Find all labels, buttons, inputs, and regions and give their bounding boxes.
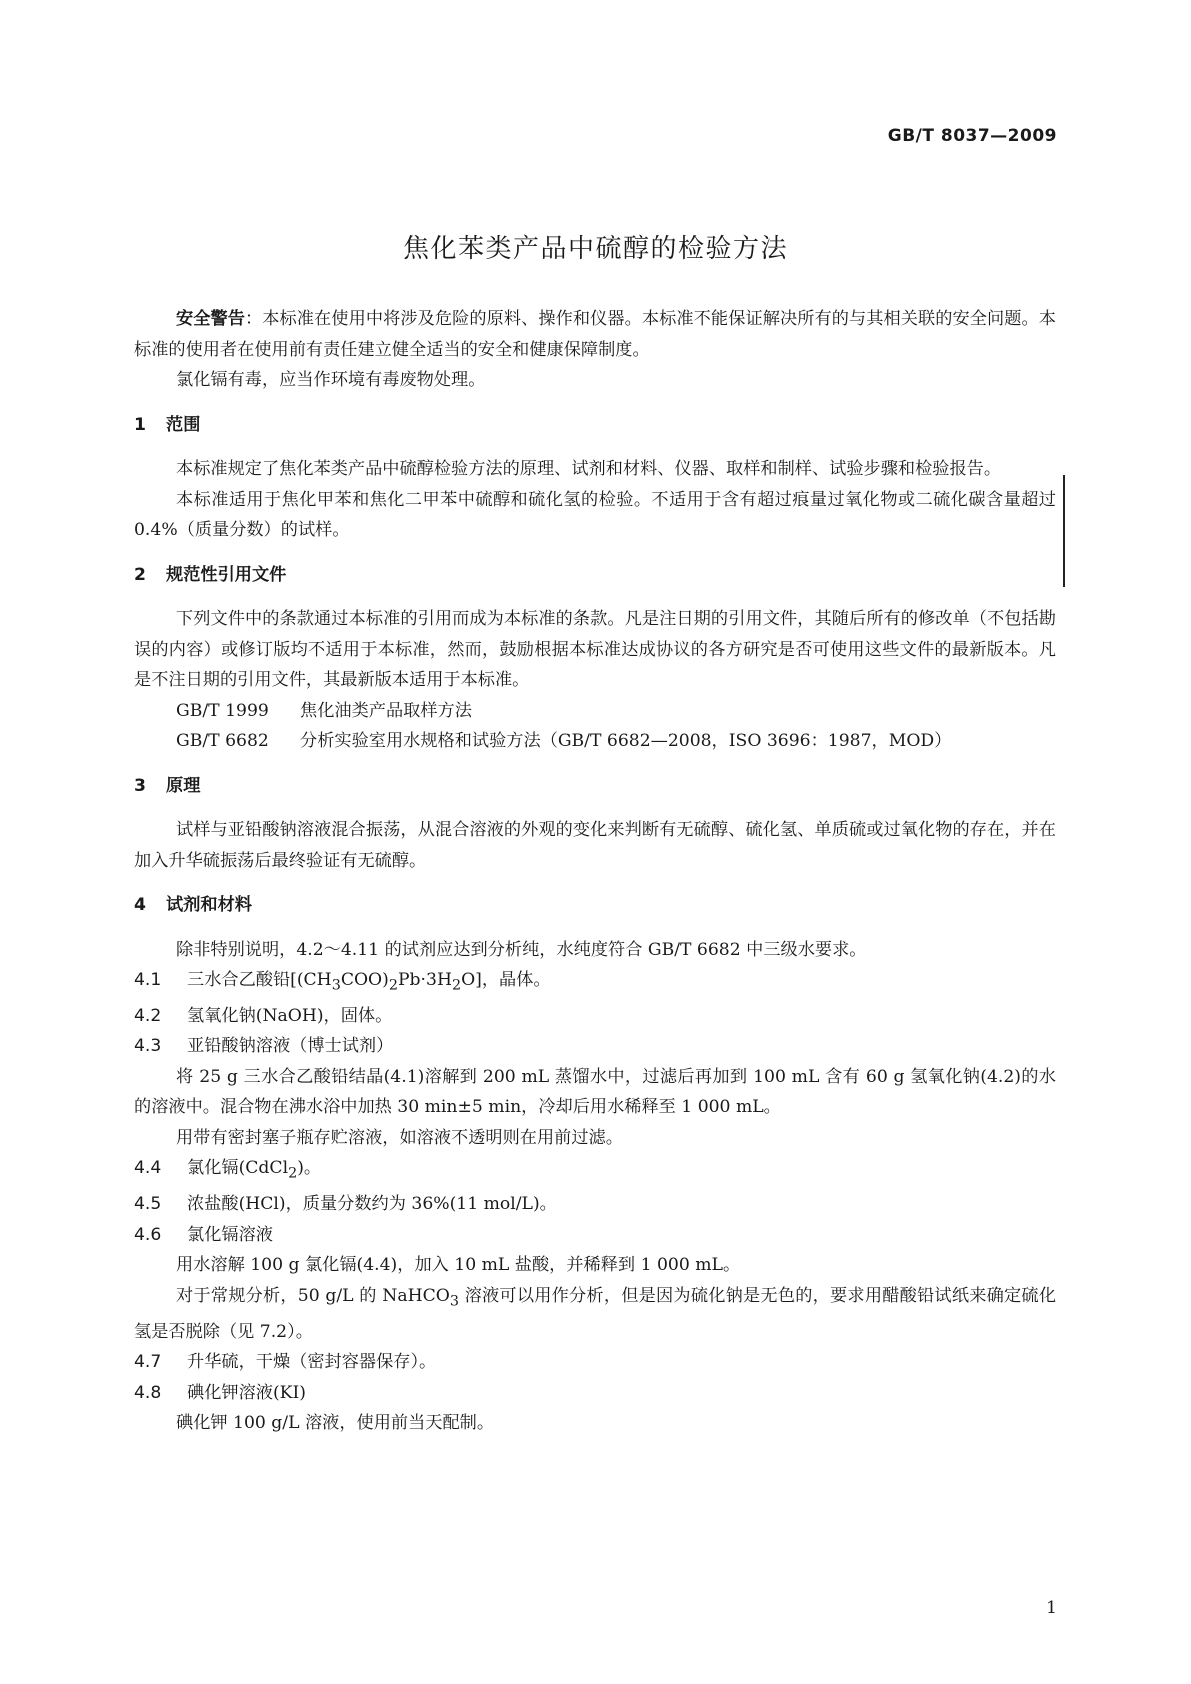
clause-4-2: 4.2 氢氧化钠(NaOH)，固体。 bbox=[134, 1005, 393, 1026]
standard-code: GB/T 8037—2009 bbox=[887, 126, 1057, 146]
paragraph: 用水溶解 100 g 氯化镉(4.4)，加入 10 mL 盐酸，并稀释到 1 000 mL。 bbox=[176, 1255, 741, 1276]
reference-item: GB/T 1999 焦化油类产品取样方法 bbox=[176, 700, 472, 721]
paragraph: 将 25 g 三水合乙酸铅结晶(4.1)溶解到 200 mL 蒸馏水中，过滤后再加到 100 mL 含有 60 g 氢氧化钠(4.2)的水的溶液中。混合物在沸水浴中加热 30 min±5 min，冷却后用水稀释至 1 000 mL。 bbox=[134, 1066, 1056, 1118]
paragraph: 对于常规分析，50 g/L 的 NaHCO$_3$ 溶液可以用作分析，但是因为硫化钠是无色的，要求用醋酸铅试纸来确定硫化氢是否脱除（见 7.2）。 bbox=[134, 1285, 1057, 1342]
paragraph: 试样与亚铅酸钠溶液混合振荡，从混合溶液的外观的变化来判断有无硫醇、硫化氢、单质硫或过氧化物的存在，并在加入升华硫振荡后最终验证有无硫醇。 bbox=[134, 820, 1056, 871]
section-heading-4: 4 试剂和材料 bbox=[134, 895, 252, 915]
warning-note: 氯化镉有毒，应当作环境有毒废物处理。 bbox=[176, 370, 486, 390]
clause-4-3: 4.3 亚铅酸钠溶液（博士试剂） bbox=[134, 1036, 394, 1057]
paragraph: 下列文件中的条款通过本标准的引用而成为本标准的条款。凡是注日期的引用文件，其随后所有的修改单（不包括勘误的内容）或修订版均不适用于本标准，然而，鼓励根据本标准达成协议的各方研究是否可使用这些文件的最新版本。凡是不注日期的引用文件，其最新版本适用于本标准。 bbox=[134, 609, 1056, 690]
section-heading-3: 3 原理 bbox=[134, 775, 201, 796]
reference-item: GB/T 6682 分析实验室用水规格和试验方法（GB/T 6682—2008，ISO 3696：1987，MOD） bbox=[176, 731, 952, 751]
clause-4-7: 4.7 升华硫，干燥（密封容器保存）。 bbox=[134, 1352, 437, 1373]
clause-4-5: 4.5 浓盐酸(HCl)，质量分数约为 36%(11 mol/L)。 bbox=[134, 1194, 557, 1215]
paragraph: 本标准规定了焦化苯类产品中硫醇检验方法的原理、试剂和材料、仪器、取样和制样、试验步骤和检验报告。 bbox=[176, 459, 1002, 479]
paragraph: 碘化钾 100 g/L 溶液，使用前当天配制。 bbox=[176, 1413, 495, 1434]
document-body bbox=[134, 304, 1056, 1439]
paragraph: 用带有密封塞子瓶存贮溶液，如溶液不透明则在用前过滤。 bbox=[176, 1127, 623, 1148]
paragraph: 本标准适用于焦化甲苯和焦化二甲苯中硫醇和硫化氢的检验。不适用于含有超过痕量过氧化物或二硫化碳含量超过 0.4%（质量分数）的试样。 bbox=[134, 489, 1056, 540]
paragraph: 除非特别说明，4.2～4.11 的试剂应达到分析纯，水纯度符合 GB/T 6682 中三级水要求。 bbox=[176, 939, 867, 960]
clause-4-6: 4.6 氯化镉溶液 bbox=[134, 1224, 273, 1245]
warning-label: 安全警告 bbox=[176, 309, 246, 329]
safety-warning bbox=[134, 304, 1056, 365]
warning-text: ：本标准在使用中将涉及危险的原料、操作和仪器。本标准不能保证解决所有的与其相关联的安全问题。本标准的使用者在使用前有责任建立健全适当的安全和健康保障制度。 bbox=[134, 309, 1056, 360]
clause-4-1: 4.1 三水合乙酸铅$[(CH_3COO)_2Pb\cdot 3H_2O]$，晶体。 bbox=[134, 970, 551, 994]
document-title: 焦化苯类产品中硫醇的检验方法 bbox=[402, 234, 788, 264]
clause-4-4: 4.4 氯化镉(CdCl$_2$)。 bbox=[134, 1158, 322, 1182]
revision-bar bbox=[1063, 475, 1065, 587]
clause-4-8: 4.8 碘化钾溶液(KI) bbox=[134, 1382, 306, 1403]
section-heading-2: 2 规范性引用文件 bbox=[134, 564, 287, 585]
section-heading-1: 1 范围 bbox=[134, 414, 201, 435]
page-number: 1 bbox=[1046, 1598, 1057, 1618]
